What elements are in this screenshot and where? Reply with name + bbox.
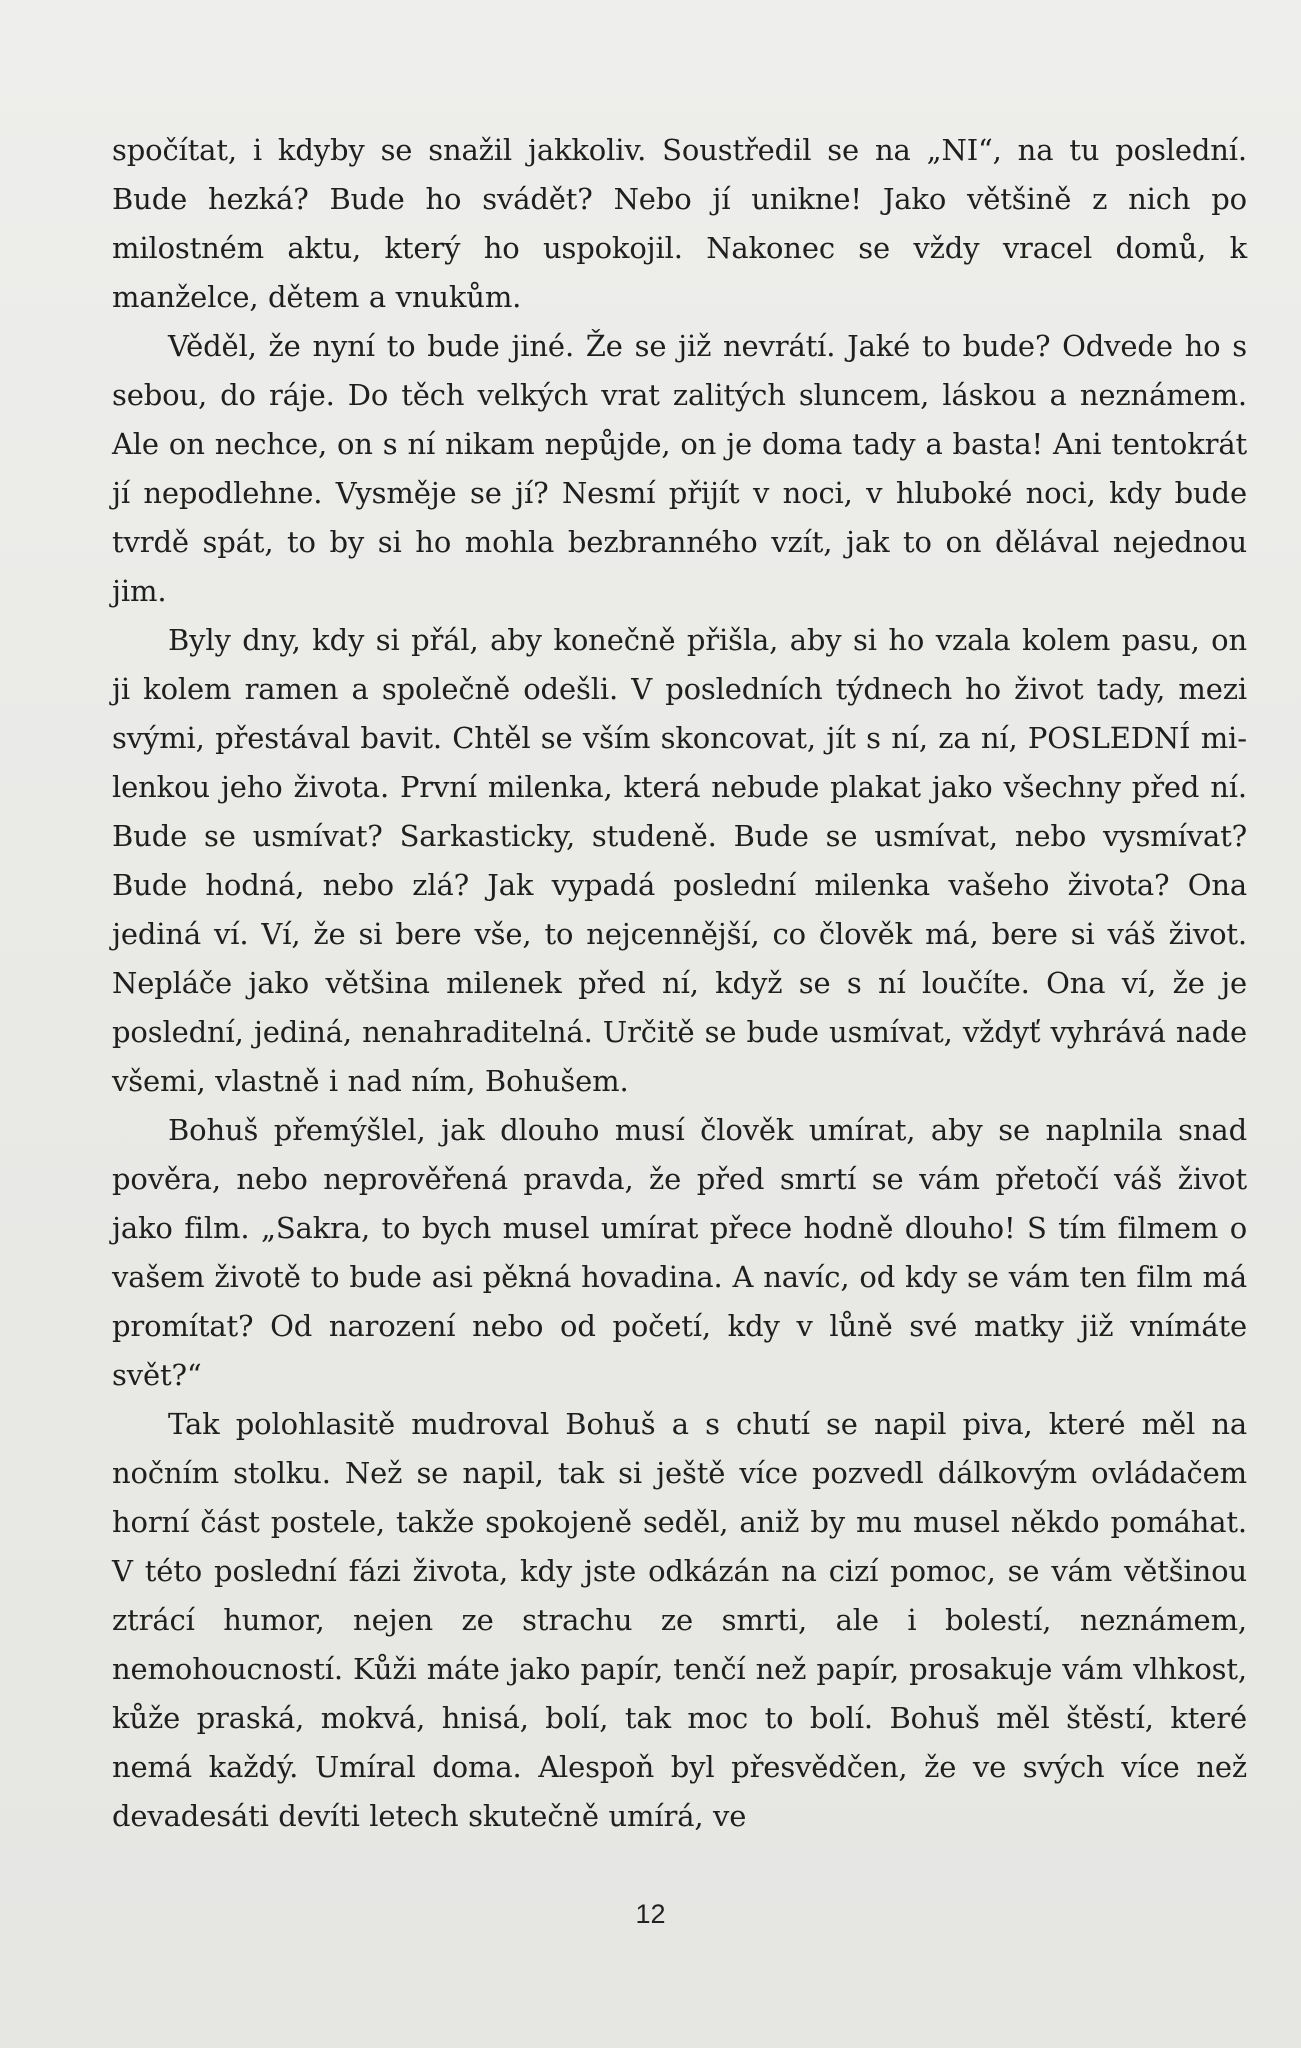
paragraph-3: Byly dny, kdy si přál, aby konečně přišla, aby si ho vzala kolem pasu, on ji kolem ramen a společně odešli. V posledních týdnech ho život tady, mezi svými, přestával bavit. Chtěl se vším skoncovat, jít s ní, za ní, POSLEDNÍ milenkou jeho života. První milenka, která nebude plakat jako všechny před ní. Bude se usmívat? Sarkasticky, studeně. Bude se usmívat, nebo vysmívat? Bude hodná, nebo zlá? Jak vypadá poslední milenka vašeho života? Ona jediná ví. Ví, že si bere vše, to nejcennější, co člověk má, bere si váš život. Nepláče jako většina milenek před ní, když se s ní loučíte. Ona ví, že je poslední, jediná, nenahraditelná. Určitě se bude usmívat, vždyť vyhrává nade všemi, vlastně i nad ním, Bohušem.: [112, 623, 1247, 1098]
paragraph-2: Věděl, že nyní to bude jiné. Že se již nevrátí. Jaké to bude? Odvede ho s sebou, do ráje. Do těch velkých vrat zalitých sluncem, láskou a neznámem. Ale on nechce, on s ní nikam nepůjde, on je doma tady a basta! Ani tentokrát jí nepodlehne. Vysměje se jí? Nesmí přijít v noci, v hluboké noci, kdy bude tvrdě spát, to by si ho mohla bezbranného vzít, jak to on dělával nejednou jim.: [112, 329, 1247, 608]
body-text: [112, 126, 1247, 1841]
paragraph-4: Bohuš přemýšlel, jak dlouho musí člověk umírat, aby se naplnila snad pověra, nebo neprověřená pravda, že před smrtí se vám přetočí váš život jako film. „Sakra, to bych musel umírat přece hodně dlouho! S tím filmem o vašem životě to bude asi pěkná hovadina. A navíc, od kdy se vám ten film má promítat? Od narození nebo od početí, kdy v lůně své matky již vnímáte svět?“: [112, 1113, 1247, 1392]
page-number: 12: [635, 1899, 666, 1929]
paragraph-1: spočítat, i kdyby se snažil jakkoliv. Soustředil se na „NI“, na tu poslední. Bude hezká? Bude ho svádět? Nebo jí unikne! Jako většině z nich po milostném aktu, který ho uspokojil. Nakonec se vždy vracel domů, k manželce, dětem a vnukům.: [112, 133, 1247, 314]
paragraph-5: Tak polohlasitě mudroval Bohuš a s chutí se napil piva, které měl na nočním stolku. Než se napil, tak si ještě více pozvedl dálkovým ovládačem horní část postele, takže spokojeně seděl, aniž by mu musel někdo pomáhat. V této poslední fázi života, kdy jste odkázán na cizí pomoc, se vám většinou ztrácí humor, nejen ze strachu ze smrti, ale i bolestí, neznámem, nemohoucností. Kůži máte jako papír, tenčí než papír, prosakuje vám vlhkost, kůže praská, mokvá, hnisá, bolí, tak moc to bolí. Bohuš měl štěstí, které nemá každý. Umíral doma. Alespoň byl přesvědčen, že ve svých více než devadesáti devíti letech skutečně umírá, ve: [112, 1407, 1247, 1833]
